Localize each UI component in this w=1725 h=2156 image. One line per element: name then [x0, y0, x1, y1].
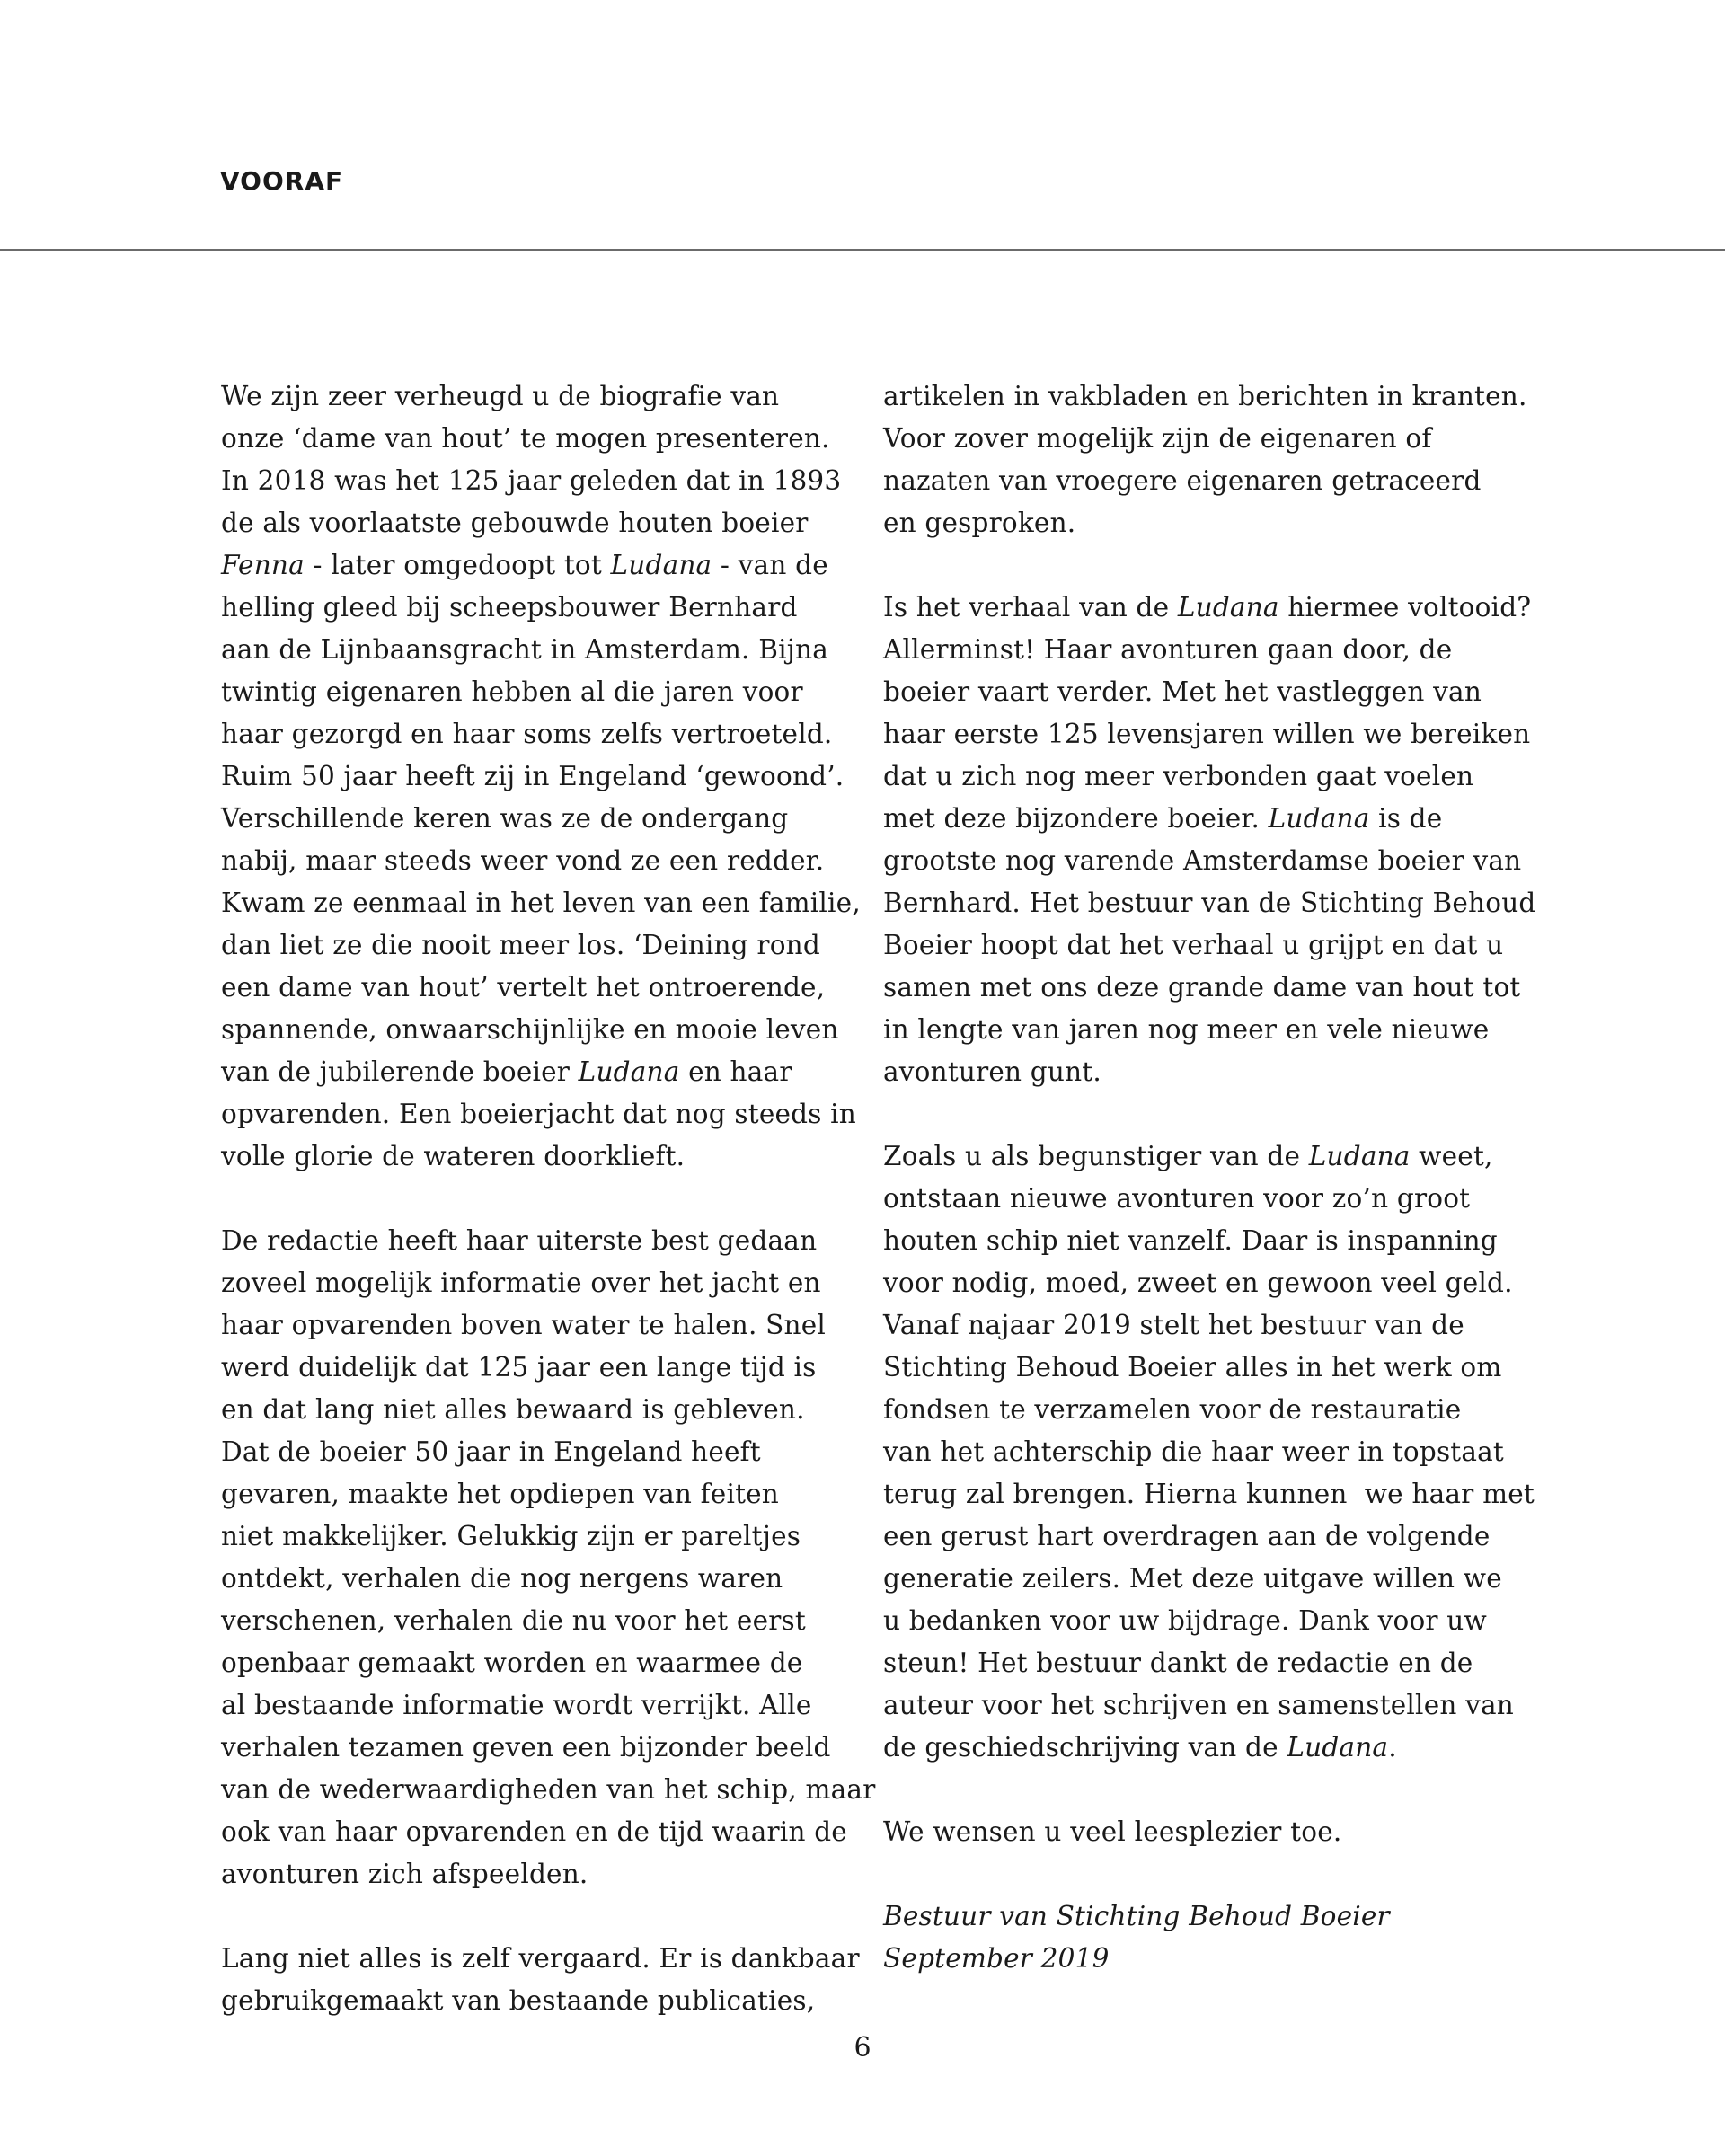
text-line: dat u zich nog meer verbonden gaat voelen	[883, 761, 1474, 791]
text-line: haar opvarenden boven water te halen. Snel	[221, 1310, 827, 1340]
text-line: Bernhard. Het bestuur van de Stichting Behoud	[883, 888, 1536, 918]
text-line: haar gezorgd en haar soms zelfs vertroeteld.	[221, 719, 833, 749]
text-line: de geschiedschrijving van de Ludana.	[883, 1732, 1397, 1763]
text-line: ook van haar opvarenden en de tijd waarin de	[221, 1816, 847, 1847]
text-line: Stichting Behoud Boeier alles in het werk om	[883, 1352, 1502, 1383]
text-line: nazaten van vroegere eigenaren getraceerd	[883, 465, 1482, 496]
signature-name: Bestuur van Stichting Behoud Boeier	[883, 1901, 1390, 1931]
text-line: fondsen te verzamelen voor de restauratie	[883, 1394, 1462, 1425]
text-line: verhalen tezamen geven een bijzonder beeld	[221, 1732, 831, 1763]
text-line: openbaar gemaakt worden en waarmee de	[221, 1648, 803, 1678]
text-line: zoveel mogelijk informatie over het jacht en	[221, 1268, 821, 1298]
text-line: Boeier hoopt dat het verhaal u grijpt en dat u	[883, 930, 1504, 960]
text-line: opvarenden. Een boeierjacht dat nog steeds in	[221, 1099, 856, 1129]
text-line: grootste nog varende Amsterdamse boeier van	[883, 845, 1522, 876]
ship-name: Ludana	[1308, 1141, 1411, 1171]
text-line: Voor zover mogelijk zijn de eigenaren of	[883, 423, 1432, 454]
text-line: twintig eigenaren hebben al die jaren voor	[221, 676, 803, 707]
text-line: De redactie heeft haar uiterste best gedaan	[221, 1225, 818, 1256]
text-line: auteur voor het schrijven en samenstellen van	[883, 1690, 1514, 1720]
paragraph	[221, 1220, 876, 1895]
text-line: generatie zeilers. Met deze uitgave willen we	[883, 1563, 1502, 1594]
text-line: ontdekt, verhalen die nog nergens waren	[221, 1563, 783, 1594]
ship-name: Fenna	[221, 550, 305, 580]
left-column	[221, 376, 876, 2022]
text-line: steun! Het bestuur dankt de redactie en de	[883, 1648, 1473, 1678]
header-divider	[0, 249, 1725, 251]
text-line: voor nodig, moed, zweet en gewoon veel geld.	[883, 1268, 1513, 1298]
text-line: en gesproken.	[883, 508, 1076, 538]
text-line: Kwam ze eenmaal in het leven van een familie,	[221, 888, 861, 918]
text-line: ontstaan nieuwe avonturen voor zo’n groot	[883, 1183, 1471, 1214]
text-line: helling gleed bij scheepsbouwer Bernhard	[221, 592, 798, 623]
paragraph	[221, 1938, 860, 2022]
text-line: niet makkelijker. Gelukkig zijn er pareltjes	[221, 1521, 801, 1551]
text-line: gebruikgemaakt van bestaande publicaties,	[221, 1985, 816, 2016]
text-line: Vanaf najaar 2019 stelt het bestuur van de	[883, 1310, 1464, 1340]
paragraph	[883, 1135, 1535, 1769]
text-line: Dat de boeier 50 jaar in Engeland heeft	[221, 1436, 761, 1467]
text-line: artikelen in vakbladen en berichten in kranten.	[883, 381, 1527, 411]
ship-name: Ludana	[1177, 592, 1279, 623]
signature-date: September 2019	[883, 1943, 1110, 1974]
signature	[883, 1895, 1512, 1980]
text-line: u bedanken voor uw bijdrage. Dank voor uw	[883, 1605, 1487, 1636]
text-line: van het achterschip die haar weer in topstaat	[883, 1436, 1504, 1467]
text-line: houten schip niet vanzelf. Daar is inspanning	[883, 1225, 1498, 1256]
text-line: Ruim 50 jaar heeft zij in Engeland ‘gewoond’.	[221, 761, 845, 791]
text-line: spannende, onwaarschijnlijke en mooie leven	[221, 1014, 839, 1045]
text-line: Allerminst! Haar avonturen gaan door, de	[883, 634, 1453, 665]
section-title: VOORAF	[220, 166, 344, 196]
text-line: van de jubilerende boeier Ludana en haar	[221, 1056, 792, 1087]
text-line: dan liet ze die nooit meer los. ‘Deining rond	[221, 930, 820, 960]
paragraph	[883, 587, 1536, 1093]
paragraph	[221, 376, 861, 1178]
text-line: gevaren, maakte het opdiepen van feiten	[221, 1479, 780, 1509]
paragraph	[883, 376, 1527, 544]
text-line: Is het verhaal van de Ludana hiermee voltooid?	[883, 592, 1532, 623]
text-line: samen met ons deze grande dame van hout tot	[883, 972, 1521, 1003]
text-line: terug zal brengen. Hierna kunnen we haar met	[883, 1479, 1535, 1509]
text-line: Verschillende keren was ze de ondergang	[221, 803, 789, 834]
text-line: haar eerste 125 levensjaren willen we bereiken	[883, 719, 1531, 749]
text-line: Lang niet alles is zelf vergaard. Er is dankbaar	[221, 1943, 860, 1974]
text-line: avonturen zich afspeelden.	[221, 1859, 588, 1889]
paragraph	[883, 1811, 1512, 1853]
ship-name: Ludana	[610, 550, 712, 580]
text-line: Zoals u als begunstiger van de Ludana weet,	[883, 1141, 1493, 1171]
text-line: aan de Lijnbaansgracht in Amsterdam. Bijna	[221, 634, 829, 665]
text-line: werd duidelijk dat 125 jaar een lange tijd is	[221, 1352, 817, 1383]
ship-name: Ludana	[1268, 803, 1370, 834]
right-column	[883, 376, 1536, 1980]
text-line: van de wederwaardigheden van het schip, maar	[221, 1774, 876, 1805]
text-line: in lengte van jaren nog meer en vele nieuwe	[883, 1014, 1490, 1045]
text-line: Fenna - later omgedoopt tot Ludana - van de	[221, 550, 828, 580]
text-line: een dame van hout’ vertelt het ontroerende,	[221, 972, 826, 1003]
text-line: We wensen u veel leesplezier toe.	[883, 1816, 1342, 1847]
text-line: onze ‘dame van hout’ te mogen presenteren.	[221, 423, 830, 454]
text-line: volle glorie de wateren doorklieft.	[221, 1141, 686, 1171]
text-line: al bestaande informatie wordt verrijkt. Alle	[221, 1690, 812, 1720]
text-line: avonturen gunt.	[883, 1056, 1101, 1087]
text-line: de als voorlaatste gebouwde houten boeier	[221, 508, 809, 538]
text-line: een gerust hart overdragen aan de volgende	[883, 1521, 1491, 1551]
text-line: verschenen, verhalen die nu voor het eerst	[221, 1605, 806, 1636]
text-line: In 2018 was het 125 jaar geleden dat in 1893	[221, 465, 842, 496]
page-number: 6	[854, 2032, 871, 2063]
ship-name: Ludana	[1287, 1732, 1389, 1763]
ship-name: Ludana	[578, 1056, 680, 1087]
text-line: en dat lang niet alles bewaard is gebleven.	[221, 1394, 805, 1425]
text-line: boeier vaart verder. Met het vastleggen van	[883, 676, 1482, 707]
text-line: met deze bijzondere boeier. Ludana is de	[883, 803, 1443, 834]
text-line: nabij, maar steeds weer vond ze een redder.	[221, 845, 825, 876]
text-line: We zijn zeer verheugd u de biografie van	[221, 381, 780, 411]
